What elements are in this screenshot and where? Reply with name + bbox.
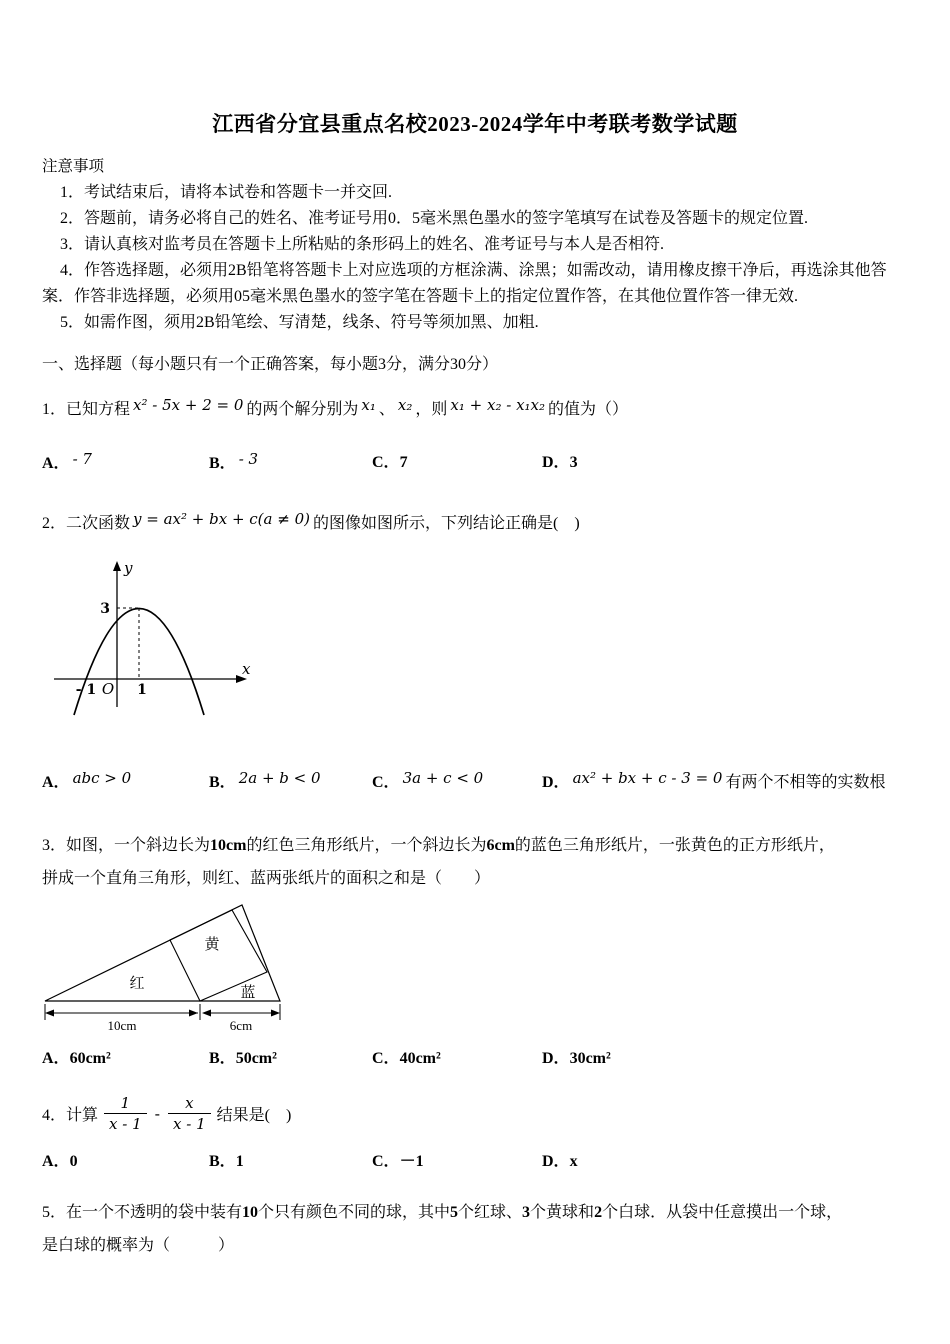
- dim-label-10cm: 10cm: [107, 1018, 137, 1033]
- q1-options: [42, 451, 908, 476]
- q4-options: [42, 1150, 908, 1174]
- q1-suffix: 的值为（）: [548, 401, 629, 418]
- q2-options: [42, 770, 908, 795]
- arrow-left-icon: [45, 1010, 54, 1017]
- q3-option-d: D．30cm²: [542, 1050, 611, 1067]
- q2-option-a: A． abc > 0: [42, 769, 132, 791]
- q5-yellow-count: 3: [522, 1204, 531, 1221]
- q4-option-d: D．x: [542, 1153, 578, 1170]
- q3-hyp2-value: 6cm: [486, 837, 515, 854]
- origin-label: O: [101, 680, 115, 698]
- triangle-figure: [42, 901, 908, 1033]
- q1-x2: x₂: [397, 396, 413, 414]
- q4-fraction-2: $\frac{x}{x - 1}$: [168, 1093, 211, 1134]
- q1-option-d: D．3: [542, 454, 578, 471]
- q3-option-b: B．50cm²: [209, 1050, 277, 1067]
- q2-option-d: D． ax² + bx + c - 3 = 0 有两个不相等的实数根: [542, 769, 886, 791]
- dim-label-6cm: 6cm: [229, 1018, 253, 1033]
- question-3-text-line2: 拼成一个直角三角形，则红、蓝两张纸片的面积之和是（ ）: [42, 870, 491, 887]
- x-axis-label: x: [242, 660, 251, 678]
- q3-option-c: C．40cm²: [372, 1050, 441, 1067]
- notice-item-5: 5．如需作图，须用2B铅笔绘、写清楚，线条、符号等须加黑、加粗.: [60, 314, 539, 331]
- yellow-label: 黄: [204, 937, 220, 953]
- arrow-left2-icon: [202, 1010, 211, 1017]
- q4-suffix: 结果是( ): [216, 1107, 292, 1124]
- x-tick-1: 1: [137, 682, 147, 698]
- triangle-diagram: [42, 901, 292, 1033]
- question-5-text-line2: 是白球的概率为（ ）: [42, 1237, 235, 1254]
- notice-item-3: 3．请认真核对监考员在答题卡上所粘贴的条形码上的姓名、准考证号与本人是否相符.: [60, 236, 665, 253]
- blue-label: 蓝: [240, 985, 256, 1001]
- question-2-text: [42, 508, 908, 539]
- y-axis-label: y: [124, 559, 133, 577]
- q4-option-b: B．1: [209, 1153, 244, 1170]
- question-3: [42, 829, 908, 1071]
- q5-total-balls: 10: [242, 1204, 259, 1221]
- question-4-text: [42, 1093, 908, 1134]
- page-title: 江西省分宜县重点名校2023-2024学年中考联考数学试题: [212, 112, 738, 136]
- notice-item-2: 2．答题前，请务必将自己的姓名、准考证号用0．5毫米黑色墨水的签字笔填写在试卷及答题卡的规定位置.: [60, 210, 809, 227]
- q5-red-count: 5: [450, 1204, 459, 1221]
- q1-option-a: A． - 7: [42, 450, 92, 472]
- y-axis-arrow-icon: [113, 561, 121, 571]
- question-1: [42, 394, 908, 476]
- question-2: [42, 508, 908, 795]
- notice-item-4: 4．作答选择题，必须用2B铅笔将答题卡上对应选项的方框涂满、涂黑；如需改动，请用橡皮擦干净后，再选涂其他答案．作答非选择题，必须用05毫米黑色墨水的签字笔在答题卡上的指定位置作答，在其他位置作答一律无效.: [42, 262, 887, 305]
- question-1-text: [42, 394, 908, 425]
- q4-option-c: C．－1: [372, 1153, 424, 1170]
- q2-option-d-suffix: 有两个不相等的实数根: [725, 774, 886, 791]
- arrow-right-icon: [189, 1010, 198, 1017]
- question-5: [42, 1196, 908, 1262]
- q3-options: [42, 1047, 908, 1071]
- red-label: 红: [129, 976, 145, 992]
- q2-prefix: 2．二次函数: [42, 515, 131, 532]
- question-5-text-line1: 5．在一个不透明的袋中装有10个只有颜色不同的球，其中5个红球、3个黄球和2个白球．从袋中任意摸出一个球，: [42, 1204, 843, 1221]
- q1-x1: x₁: [361, 396, 376, 414]
- q1-sep: 、: [378, 401, 395, 418]
- q4-option-a: A．0: [42, 1153, 78, 1170]
- parabola-curve: [74, 609, 204, 716]
- q1-option-c: C．7: [372, 454, 408, 471]
- question-3-text-line1: 3．如图，一个斜边长为10cm的红色三角形纸片，一个斜边长为6cm的蓝色三角形纸片，一张黄色的正方形纸片，: [42, 837, 835, 854]
- q1-prefix: 1．已知方程: [42, 401, 131, 418]
- q4-minus-sign: -: [154, 1104, 161, 1123]
- q1-expression: x₁ + x₂ - x₁x₂: [450, 396, 546, 414]
- x-tick-neg1: - 1: [75, 682, 97, 698]
- q1-mid1: 的两个解分别为: [246, 401, 359, 418]
- notice-item-1: 1．考试结束后，请将本试卷和答题卡一并交回.: [60, 184, 393, 201]
- section-heading-choice: 一、选择题（每小题只有一个正确答案，每小题3分，满分30分）: [42, 356, 499, 373]
- q1-mid2: ，则: [415, 401, 448, 418]
- q2-option-b: B． 2a + b < 0: [209, 769, 321, 791]
- q2-option-c: C． 3a + c < 0: [372, 769, 484, 791]
- q5-white-count: 2: [594, 1204, 603, 1221]
- y-tick-3: 3: [100, 601, 110, 617]
- q1-option-b: B． - 3: [209, 450, 259, 472]
- parabola-figure: [42, 557, 908, 732]
- parabola-graph: [42, 557, 252, 732]
- notice-section: [42, 154, 908, 336]
- q4-fraction-1: $\frac{1}{x - 1}$: [104, 1093, 147, 1134]
- q2-suffix: 的图像如图所示，下列结论正确是( ): [312, 515, 580, 532]
- q4-prefix: 4．计算: [42, 1107, 99, 1124]
- q2-function: y = ax² + bx + c(a ≠ 0): [133, 510, 310, 528]
- q1-equation: x² - 5x + 2 = 0: [133, 396, 244, 414]
- q3-hyp1-value: 10cm: [210, 837, 247, 854]
- arrow-right2-icon: [271, 1010, 280, 1017]
- notice-heading: 注意事项: [42, 158, 105, 175]
- question-4: [42, 1093, 908, 1174]
- q3-option-a: A．60cm²: [42, 1050, 111, 1067]
